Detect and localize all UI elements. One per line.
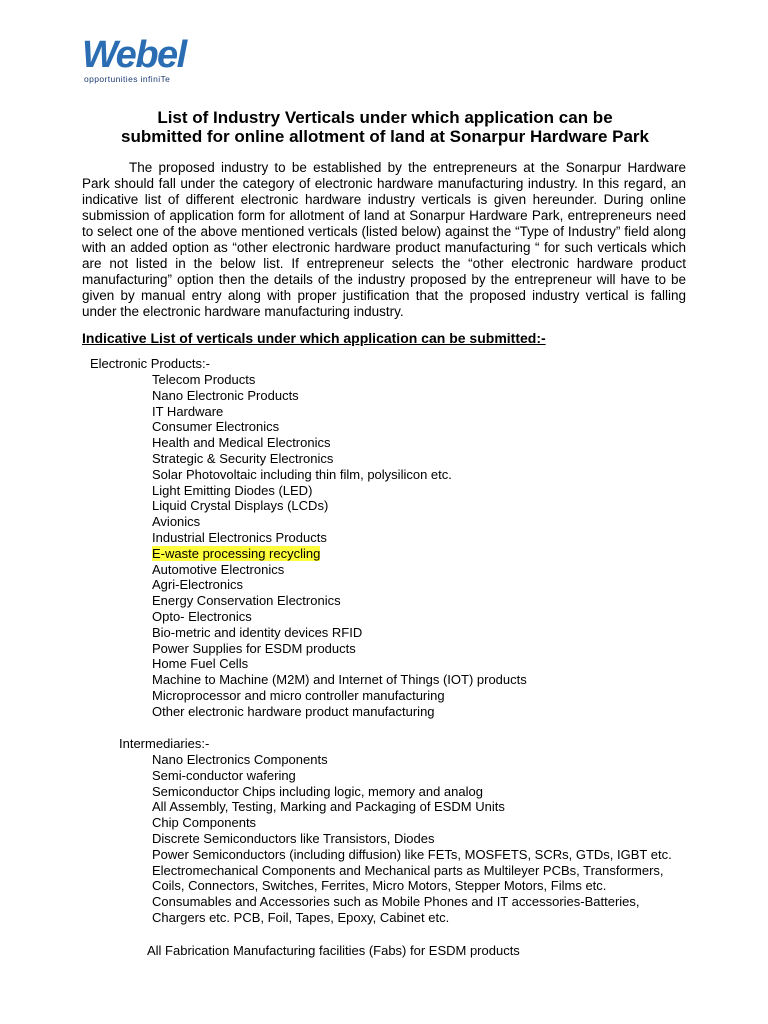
list-item	[152, 799, 692, 815]
list-item	[152, 625, 692, 641]
list-item-text: Nano Electronic Products	[152, 387, 299, 403]
list-item-text: Other electronic hardware product manufacturing	[152, 703, 435, 719]
list-item-text: Health and Medical Electronics	[152, 435, 331, 451]
list-item-text: Semiconductor Chips including logic, memory and analog	[152, 783, 483, 799]
list-item	[152, 514, 692, 530]
list-item	[152, 672, 692, 688]
list-item-text: Consumer Electronics	[152, 419, 280, 435]
list-item-text: Discrete Semiconductors like Transistors, Diodes	[152, 830, 435, 846]
electronic-products-heading: Electronic Products:-	[90, 356, 210, 371]
list-item-text: Home Fuel Cells	[152, 656, 249, 672]
list-item	[152, 815, 692, 831]
fabs-item: All Fabrication Manufacturing facilities (Fabs) for ESDM products	[147, 943, 520, 958]
document-title	[60, 108, 710, 146]
list-item-text: Telecom Products	[152, 372, 256, 387]
intermediaries-list	[152, 752, 692, 926]
verticals-subheading: Indicative List of verticals under which application can be submitted:-	[82, 330, 546, 346]
list-item-text: All Assembly, Testing, Marking and Packaging of ESDM Units	[152, 799, 505, 815]
list-item-text: Energy Conservation Electronics	[152, 593, 341, 609]
title-line-2: submitted for online allotment of land at Sonarpur Hardware Park	[120, 127, 650, 146]
list-item-text: Machine to Machine (M2M) and Internet of Things (IOT) products	[152, 672, 527, 688]
intro-paragraph: The proposed industry to be established by the entrepreneurs at the Sonarpur Hardware Park should fall under the category of electronic hardware manufacturing industry. In this regard, an indicative list of different electronic hardware industry verticals is given hereunder. During online submission of application form for allotment of land at Sonarpur Hardware Park, entrepreneurs need to select one of the above mentioned verticals (listed below) against the “Type of Industry” field along with an added option as “other electronic hardware product manufacturing “ for such verticals which are not listed in the below list. If entrepreneur selects the “other electronic hardware product manufacturing” option then the details of the industry proposed by the entrepreneur will have to be given by manual entry along with proper justification that the proposed industry vertical is falling under the electronic hardware manufacturing industry.	[82, 160, 686, 319]
list-item-text: Microprocessor and micro controller manufacturing	[152, 687, 445, 703]
list-item-text: Avionics	[152, 514, 201, 530]
list-item-text: Chip Components	[152, 815, 257, 831]
list-item	[152, 498, 692, 514]
list-item-text: Liquid Crystal Displays (LCDs)	[152, 498, 329, 514]
list-item	[152, 530, 692, 546]
list-item	[152, 546, 692, 562]
list-item-text: Opto- Electronics	[152, 608, 252, 624]
list-item	[152, 784, 692, 800]
list-item	[152, 831, 692, 847]
list-item	[152, 688, 692, 704]
list-item-text: IT Hardware	[152, 403, 224, 419]
list-item-text: Power Supplies for ESDM products	[152, 640, 356, 656]
webel-logo	[82, 36, 202, 84]
list-item-text: Solar Photovoltaic including thin film, polysilicon etc.	[152, 466, 452, 482]
list-item-text: Light Emitting Diodes (LED)	[152, 482, 313, 498]
list-item	[152, 372, 692, 388]
list-item	[152, 609, 692, 625]
electronic-products-list	[152, 372, 692, 720]
title-line-1: List of Industry Verticals under which application can be	[157, 108, 613, 127]
list-item	[152, 467, 692, 483]
logo-tagline: opportunities infiniTe	[84, 74, 171, 84]
list-item	[152, 894, 692, 926]
logo-wordmark: Webel	[82, 34, 186, 76]
list-item	[152, 863, 692, 895]
list-item-text: Consumables and Accessories such as Mobile Phones and IT accessories-Batteries, Chargers etc. PCB, Foil, Tapes, Epoxy, Cabinet etc.	[152, 894, 640, 925]
intermediaries-heading: Intermediaries:-	[119, 736, 210, 751]
list-item-text: Bio-metric and identity devices RFID	[152, 624, 363, 640]
list-item	[152, 483, 692, 499]
list-item	[152, 577, 692, 593]
list-item	[152, 641, 692, 657]
list-item-text: E-waste processing recycling	[152, 545, 321, 561]
list-item	[152, 419, 692, 435]
list-item-text: Strategic & Security Electronics	[152, 450, 334, 466]
list-item-text: Semi-conductor wafering	[152, 767, 296, 783]
list-item	[152, 435, 692, 451]
list-item	[152, 656, 692, 672]
list-item	[152, 593, 692, 609]
list-item	[152, 752, 692, 768]
list-item	[152, 388, 692, 404]
list-item-text: Power Semiconductors (including diffusion) like FETs, MOSFETS, SCRs, GTDs, IGBT etc.	[152, 846, 672, 862]
list-item-text: Electromechanical Components and Mechanical parts as Multileyer PCBs, Transformers, Coils, Connectors, Switches, Ferrites, Micro Motors, Stepper Motors, Films etc.	[152, 862, 664, 894]
list-item-text: Nano Electronics Components	[152, 752, 328, 767]
list-item	[152, 768, 692, 784]
list-item-text: Agri-Electronics	[152, 577, 244, 593]
list-item	[152, 451, 692, 467]
list-item	[152, 704, 692, 720]
list-item	[152, 847, 692, 863]
list-item-text: Automotive Electronics	[152, 561, 285, 577]
list-item	[152, 404, 692, 420]
list-item-text: Industrial Electronics Products	[152, 529, 327, 545]
list-item	[152, 562, 692, 578]
